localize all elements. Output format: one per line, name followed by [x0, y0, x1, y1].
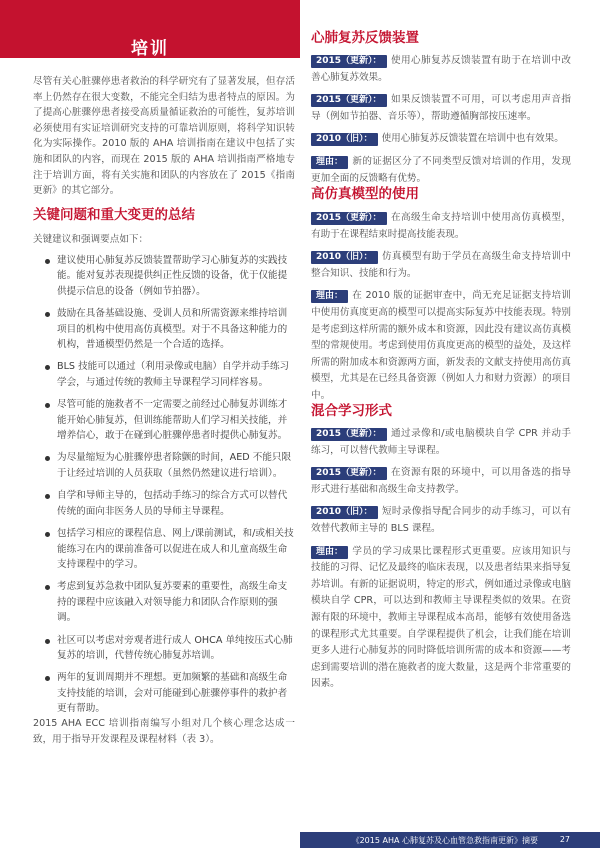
entry-text: 新的证据区分了不同类型反馈对培训的作用，发现更加全面的反馈略有优势。 — [311, 155, 571, 184]
bullet-text: 包括学习相应的课程信息、网上/课前测试，和/或相关技能练习在内的课前准备可以促进在成人和儿童高级生命支持课程中的学习。 — [57, 528, 294, 570]
list-item — [33, 633, 295, 664]
closing-paragraph: 2015 AHA ECC 培训指南编写小组对几个核心理念达成一致，用于指导开发课程及课程材料（表 3）。 — [33, 718, 295, 745]
status-badge: 理由： — [311, 546, 348, 559]
bullet-text: 社区可以考虑对旁观者进行成人 OHCA 单纯按压式心肺复苏的培训，代替传统心肺复苏培训。 — [57, 634, 293, 661]
status-badge: 理由： — [311, 290, 348, 303]
bullet-text: BLS 技能可以通过（利用录像或电脑）自学并动手练习学会，与通过传统的教师主导课程学习同样容易。 — [57, 361, 290, 388]
list-item — [33, 488, 295, 519]
recommendation-entry — [311, 131, 571, 148]
blended-learning-heading: 混合学习形式 — [311, 403, 392, 419]
feedback-device-section — [311, 53, 571, 187]
entry-text: 通过录像和/或电脑模块自学 CPR 并动手练习，可以替代教师主导课程。 — [311, 428, 571, 456]
bullet-text: 两年的复训周期并不理想。更加频繁的基础和高级生命支持技能的培训，会对可能碰到心脏骤停事件的救护者更有帮助。 — [57, 672, 288, 715]
footer-title: 《2015 AHA 心肺复苏及心血管急救指南更新》摘要 — [351, 836, 538, 845]
list-item — [33, 359, 295, 390]
entry-text: 使用心肺复苏反馈装置在培训中也有效果。 — [381, 133, 564, 145]
bullet-dot — [45, 403, 50, 408]
summary-heading: 关键问题和重大变更的总结 — [33, 207, 195, 223]
recommendation-entry — [311, 426, 571, 459]
recommendation-entry — [311, 288, 571, 404]
list-item — [33, 306, 295, 352]
bullet-text: 为尽量缩短为心脏骤停患者除颤的时间，AED 不能只限于让经过培训的人员获取（虽然仍然建议进行培训）。 — [57, 452, 292, 479]
recommendation-entry — [311, 249, 571, 282]
bullet-text: 鼓励在具备基础设施、受训人员和所需资源来维持培训项目的机构中使用高仿真模型。对于不具备这种能力的机构，普通模型仍然是一个合适的选择。 — [57, 308, 288, 351]
status-badge: 2015（更新）： — [311, 212, 387, 225]
simulation-heading: 高仿真模型的使用 — [311, 186, 419, 202]
bullet-text: 建议使用心肺复苏反馈装置帮助学习心肺复苏的实践技能。能对复苏表现提供纠正性反馈的设备，优于仅能提供提示信息的设备（例如节拍器）。 — [57, 255, 288, 297]
bullet-dot — [45, 259, 50, 264]
feedback-device-heading: 心肺复苏反馈装置 — [311, 30, 419, 46]
entry-text: 在 2010 版的证据审查中，尚无充足证据支持培训中使用仿真度更高的模型可以提高实际复苏中技能表现。特别是考虑到这样所需的额外成本和资源，因此没有建议高仿真模型的常规使用。考虑到使用仿真度更高的模型的益处，及这样所需的附加成本和资源两方面，新发表的文献支持使用高仿真模型，尤其是在已经具备资源（例如人力和财力资源）的项目中。 — [311, 290, 571, 401]
bullet-dot — [45, 494, 50, 499]
bullet-dot — [45, 456, 50, 461]
list-item — [33, 579, 295, 625]
status-badge: 理由： — [311, 156, 348, 169]
status-badge: 2015（更新）： — [311, 428, 387, 441]
bullet-dot — [45, 312, 50, 317]
recommendation-entry — [311, 210, 571, 243]
list-item — [33, 397, 295, 443]
summary-lead: 关键建议和强调要点如下： — [33, 234, 149, 245]
bullet-text: 尽管可能的施救者不一定需要之前经过心肺复苏训练才能开始心肺复苏，但训练能帮助人们学习相关技能，并增养信心，敢于在碰到心脏骤停患者时提供心肺复苏。 — [57, 399, 288, 442]
entry-text: 使用心肺复苏反馈装置有助于在培训中改善心肺复苏效果。 — [311, 55, 571, 83]
list-item — [33, 670, 295, 716]
key-points-list — [33, 253, 295, 724]
status-badge: 2010（旧）： — [311, 506, 378, 519]
status-badge: 2010（旧）： — [311, 133, 378, 146]
recommendation-entry — [311, 465, 571, 498]
bullet-dot — [45, 639, 50, 644]
entry-text: 仿真模型有助于学员在高级生命支持培训中整合知识、技能和行为。 — [311, 251, 571, 279]
entry-text: 在高级生命支持培训中使用高仿真模型，有助于在课程结束时提高技能表现。 — [311, 212, 571, 240]
list-item — [33, 450, 295, 481]
banner-title: 培训 — [131, 39, 169, 59]
status-badge: 2010（旧）： — [311, 251, 378, 264]
entry-text: 如果反馈装置不可用，可以考虑用声音指导（例如节拍器、音乐等），帮助遵循胸部按压速率。 — [311, 94, 571, 122]
status-badge: 2015（更新）： — [311, 55, 387, 68]
page-footer — [300, 832, 600, 848]
bullet-dot — [45, 532, 50, 537]
recommendation-entry — [311, 544, 571, 693]
entry-text: 短时录像指导配合同步的动手练习，可以有效替代教师主导的 BLS 课程。 — [311, 506, 571, 534]
title-banner — [0, 0, 300, 58]
bullet-dot — [45, 585, 50, 590]
bullet-dot — [45, 676, 50, 681]
entry-text: 在资源有限的环境中，可以用备选的指导形式进行基础和高级生命支持教学。 — [311, 467, 571, 495]
recommendation-entry — [311, 154, 571, 187]
blended-learning-section — [311, 426, 571, 693]
bullet-dot — [45, 365, 50, 370]
intro-paragraph: 尽管有关心脏骤停患者救治的科学研究有了显著发展，但存活率上仍然存在很大变数，不能完全归结为患者特点的原因。为了提高心脏骤停患者接受高质量循证救治的可能性，复苏培训必须使用有实证培训研究支持的可靠培训原则，将科学知识转化为实际操作。2010 版的 AHA 培训指南在建议中包括了实施和团队的内容，而现在 2015 版的 AHA 培训指南严格地专注于培训方面，将有关实施和团队的内容放在了 2015《指南更新》的其它部分。 — [33, 76, 295, 197]
list-item — [33, 526, 295, 572]
recommendation-entry — [311, 92, 571, 125]
recommendation-entry — [311, 504, 571, 537]
entry-text: 学员的学习成果比课程形式更重要。应该用知识与技能的习得、记忆及最终的临床表现，以及患者结果来指导复苏培训。有新的证据说明，特定的形式，例如通过录像或电脑模块自学 CPR，可以达到和教师主导课程类似的效果。在资源有限的环境中，教师主导课程成本高昂，能够有效使用备选的课程形式尤其重要。自学课程提供了机会，让我们能在培训更多人进行心肺复苏的同时降低培训所需的成本和资源——考虑到需要培训的潜在施救者的庞大数量，这是两个非常重要的因素。 — [311, 545, 571, 690]
status-badge: 2015（更新）： — [311, 94, 387, 107]
bullet-text: 自学和导师主导的，包括动手练习的综合方式可以替代传统的面向非医务人员的导师主导课程。 — [57, 490, 288, 517]
list-item — [33, 253, 295, 299]
simulation-section — [311, 210, 571, 405]
page-number: 27 — [559, 835, 570, 844]
recommendation-entry — [311, 53, 571, 86]
bullet-text: 考虑到复苏急救中团队复苏要素的重要性，高级生命支持的课程中应该融入对领导能力和团队合作原则的强调。 — [57, 581, 288, 624]
status-badge: 2015（更新）： — [311, 467, 387, 480]
